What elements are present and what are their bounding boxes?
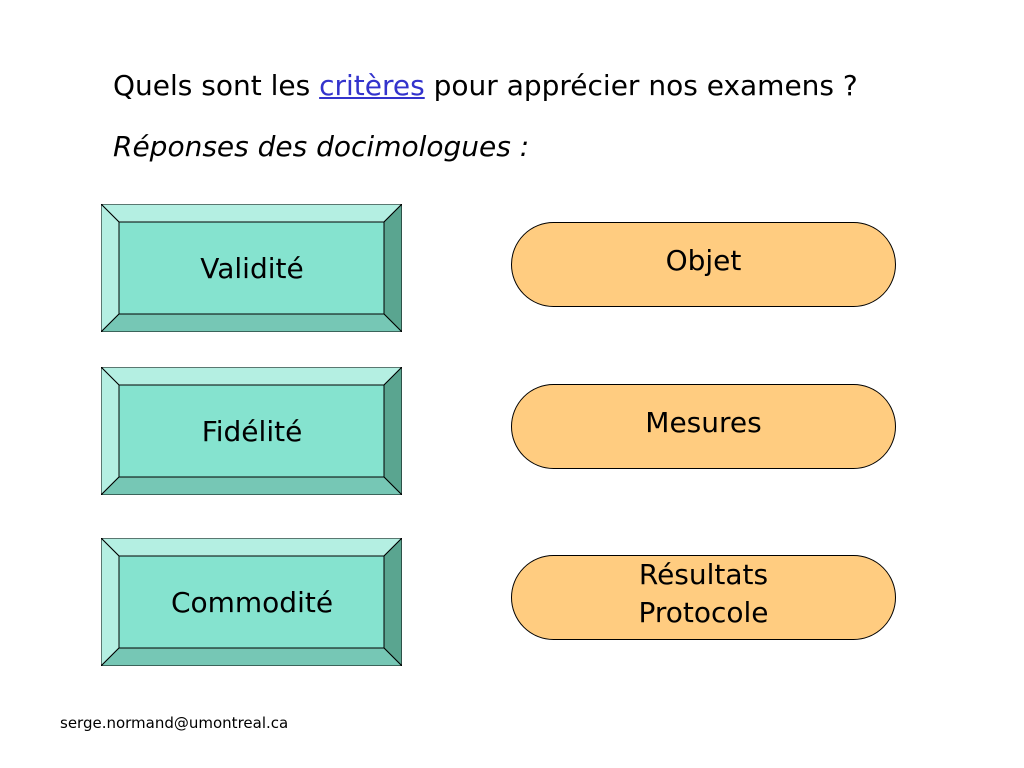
criterion-box-commodite: [101, 538, 402, 666]
criterion-label: Validité: [200, 252, 304, 285]
aspect-label: [638, 556, 768, 632]
aspect-label-line: Objet: [665, 243, 742, 277]
criterion-label: Commodité: [170, 586, 334, 619]
criterion-box-validite: [101, 204, 402, 332]
aspect-label-line: Protocole: [638, 595, 769, 629]
aspect-label: [645, 404, 761, 442]
criterion-box-fidelite: [101, 367, 402, 495]
slide-title: [113, 66, 858, 106]
criterion-label: Fidélité: [201, 415, 303, 448]
aspect-pill-objet: [511, 222, 896, 307]
aspect-label-line: Mesures: [645, 405, 762, 439]
slide-subtitle: Réponses des docimologues :: [113, 130, 530, 163]
title-text-before: Quels sont les: [113, 69, 320, 102]
criteres-link[interactable]: critères: [319, 69, 425, 102]
title-text-after: pour apprécier nos examens ?: [424, 69, 858, 102]
aspect-label-line: Résultats: [638, 557, 769, 591]
aspect-pill-mesures: [511, 384, 896, 469]
footer-email: serge.normand@umontreal.ca: [60, 714, 289, 732]
aspect-label: [666, 242, 742, 280]
aspect-pill-resultats-protocole: [511, 555, 896, 640]
